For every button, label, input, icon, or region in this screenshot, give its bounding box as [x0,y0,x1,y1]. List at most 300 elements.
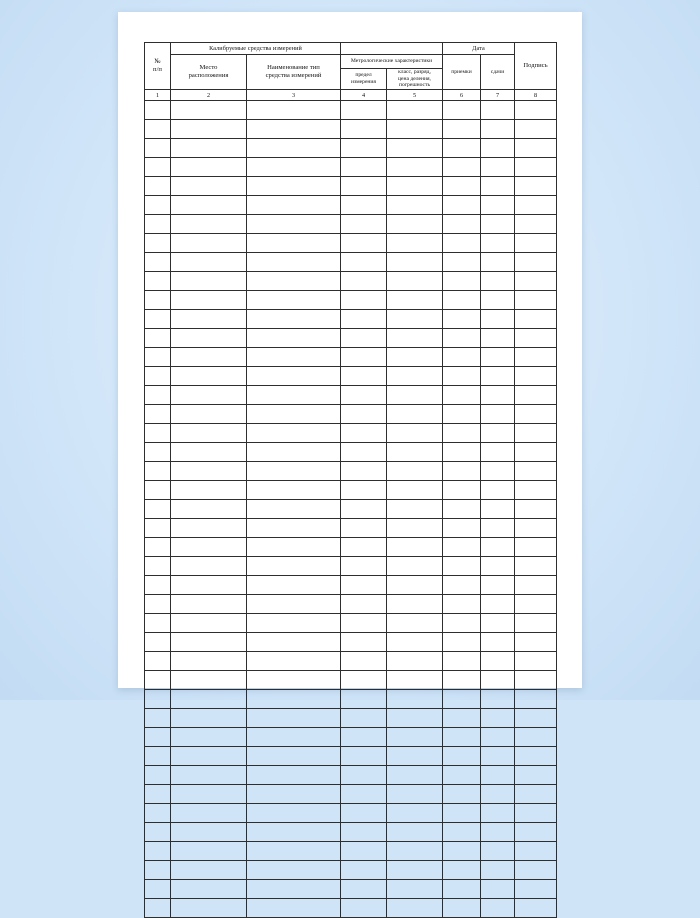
table-cell-empty [341,386,387,405]
table-cell-empty [247,766,341,785]
table-cell-empty [171,538,247,557]
table-cell-empty [145,823,171,842]
table-cell-empty [387,519,443,538]
table-cell-empty [145,500,171,519]
column-number-5: 5 [387,90,443,101]
header-place-line2: расположения [188,72,229,80]
header-name-line1: Наименование тип [267,63,320,71]
table-cell-empty [387,443,443,462]
table-row [145,424,557,443]
table-cell-empty [247,424,341,443]
table-cell-empty [387,272,443,291]
table-row [145,177,557,196]
table-cell-empty [387,177,443,196]
table-cell-empty [247,785,341,804]
table-cell-empty [443,405,481,424]
table-cell-empty [145,120,171,139]
table-cell-empty [341,481,387,500]
table-cell-empty [515,234,557,253]
table-row [145,234,557,253]
table-row [145,614,557,633]
table-cell-empty [341,861,387,880]
table-cell-empty [247,120,341,139]
table-cell-empty [515,481,557,500]
table-cell-empty [387,196,443,215]
table-cell-empty [145,690,171,709]
table-cell-empty [443,367,481,386]
table-cell-empty [515,253,557,272]
table-cell-empty [247,519,341,538]
table-cell-empty [145,196,171,215]
table-cell-empty [387,842,443,861]
table-row [145,709,557,728]
table-cell-empty [481,652,515,671]
table-cell-empty [387,557,443,576]
table-cell-empty [341,747,387,766]
header-cell-calibrated-group: Калибруемые средства измерений [171,43,341,55]
table-cell-empty [247,272,341,291]
table-cell-empty [341,671,387,690]
table-cell-empty [481,842,515,861]
table-cell-empty [341,500,387,519]
table-cell-empty [145,880,171,899]
table-cell-empty [515,120,557,139]
table-cell-empty [145,139,171,158]
column-number-3: 3 [247,90,341,101]
table-cell-empty [387,367,443,386]
table-cell-empty [481,367,515,386]
table-row [145,519,557,538]
table-cell-empty [515,291,557,310]
table-cell-empty [145,424,171,443]
table-cell-empty [481,291,515,310]
table-cell-empty [387,823,443,842]
table-row [145,823,557,842]
table-cell-empty [341,139,387,158]
table-cell-empty [515,785,557,804]
table-cell-empty [443,500,481,519]
header-metro-line3: погрешность [398,82,431,89]
table-cell-empty [481,728,515,747]
table-cell-empty [247,633,341,652]
table-cell-empty [481,139,515,158]
table-cell-empty [443,120,481,139]
table-row [145,747,557,766]
table-row [145,310,557,329]
table-cell-empty [341,291,387,310]
table-cell-empty [443,785,481,804]
table-row [145,861,557,880]
header-number-line1: № [154,57,161,65]
table-cell-empty [247,861,341,880]
table-cell-empty [481,766,515,785]
table-cell-empty [481,633,515,652]
table-cell-empty [171,576,247,595]
table-cell-empty [443,633,481,652]
table-cell-empty [515,880,557,899]
table-row [145,595,557,614]
header-cell-number [145,43,171,90]
table-cell-empty [171,443,247,462]
table-cell-empty [481,234,515,253]
table-cell-empty [443,614,481,633]
table-cell-empty [481,253,515,272]
table-cell-empty [515,519,557,538]
table-cell-empty [171,329,247,348]
table-cell-empty [341,557,387,576]
table-cell-empty [387,234,443,253]
table-cell-empty [145,462,171,481]
table-cell-empty [247,823,341,842]
table-cell-empty [515,690,557,709]
table-cell-empty [443,177,481,196]
table-cell-empty [145,443,171,462]
table-cell-empty [171,519,247,538]
table-cell-empty [387,139,443,158]
table-cell-empty [145,766,171,785]
table-cell-empty [387,462,443,481]
table-cell-empty [481,538,515,557]
table-cell-empty [247,234,341,253]
table-cell-empty [515,215,557,234]
table-cell-empty [443,519,481,538]
table-cell-empty [247,652,341,671]
table-cell-empty [247,215,341,234]
table-cell-empty [145,842,171,861]
table-cell-empty [515,101,557,120]
table-cell-empty [515,386,557,405]
table-cell-empty [247,595,341,614]
table-cell-empty [171,481,247,500]
table-cell-empty [387,310,443,329]
table-cell-empty [171,272,247,291]
table-cell-empty [145,481,171,500]
header-row-groups [145,43,557,55]
table-cell-empty [515,823,557,842]
table-cell-empty [341,158,387,177]
table-cell-empty [387,386,443,405]
table-row [145,633,557,652]
table-cell-empty [341,177,387,196]
table-cell-empty [443,215,481,234]
table-cell-empty [443,861,481,880]
table-cell-empty [387,804,443,823]
table-cell-empty [387,424,443,443]
table-cell-empty [247,690,341,709]
table-row [145,842,557,861]
table-cell-empty [481,272,515,291]
table-cell-empty [171,500,247,519]
header-limit-line2: измерения [351,79,376,86]
table-row [145,766,557,785]
table-cell-empty [515,709,557,728]
table-cell-empty [145,614,171,633]
table-cell-empty [481,709,515,728]
table-cell-empty [515,367,557,386]
table-cell-empty [443,234,481,253]
table-cell-empty [443,462,481,481]
table-cell-empty [247,101,341,120]
table-cell-empty [481,101,515,120]
table-cell-empty [341,633,387,652]
table-cell-empty [387,405,443,424]
table-cell-empty [481,177,515,196]
table-cell-empty [145,861,171,880]
table-cell-empty [247,804,341,823]
table-cell-empty [171,652,247,671]
table-cell-empty [387,899,443,918]
table-cell-empty [247,196,341,215]
table-cell-empty [247,386,341,405]
table-cell-empty [341,424,387,443]
table-cell-empty [145,804,171,823]
table-cell-empty [443,158,481,177]
header-cell-limit [341,69,387,90]
table-cell-empty [145,253,171,272]
table-cell-empty [247,481,341,500]
table-cell-empty [515,139,557,158]
header-cell-metrological-group [341,55,443,69]
header-limit-line1: предел [355,72,372,79]
table-row [145,443,557,462]
table-cell-empty [341,462,387,481]
table-cell-empty [247,500,341,519]
table-cell-empty [171,462,247,481]
table-cell-empty [341,348,387,367]
table-cell-empty [171,842,247,861]
table-cell-empty [443,386,481,405]
table-cell-empty [247,329,341,348]
header-cell-date-group: Дата [443,43,515,55]
table-cell-empty [443,899,481,918]
table-cell-empty [481,405,515,424]
table-cell-empty [341,367,387,386]
table-cell-empty [247,348,341,367]
table-row [145,120,557,139]
table-cell-empty [341,899,387,918]
header-cell-name [247,55,341,90]
table-cell-empty [387,291,443,310]
table-row [145,728,557,747]
table-cell-empty [443,823,481,842]
table-cell-empty [515,405,557,424]
table-row [145,196,557,215]
table-cell-empty [341,234,387,253]
table-cell-empty [481,671,515,690]
header-cell-spacer-metro [341,43,443,55]
table-cell-empty [171,728,247,747]
table-cell-empty [387,671,443,690]
table-cell-empty [247,728,341,747]
table-cell-empty [247,462,341,481]
table-cell-empty [387,652,443,671]
table-cell-empty [481,557,515,576]
table-cell-empty [443,595,481,614]
table-cell-empty [481,861,515,880]
table-cell-empty [481,595,515,614]
table-cell-empty [145,671,171,690]
table-cell-empty [443,538,481,557]
header-cell-place [171,55,247,90]
table-cell-empty [481,462,515,481]
table-cell-empty [387,633,443,652]
table-cell-empty [515,348,557,367]
header-cell-date-return: сдачи [481,55,515,90]
table-cell-empty [171,158,247,177]
table-cell-empty [145,272,171,291]
table-cell-empty [341,538,387,557]
table-cell-empty [145,234,171,253]
table-row [145,101,557,120]
table-cell-empty [341,614,387,633]
table-cell-empty [515,576,557,595]
table-cell-empty [387,785,443,804]
table-cell-empty [481,443,515,462]
table-row [145,652,557,671]
table-cell-empty [443,253,481,272]
table-cell-empty [145,215,171,234]
table-cell-empty [171,823,247,842]
table-cell-empty [247,538,341,557]
table-cell-empty [443,481,481,500]
column-number-8: 8 [515,90,557,101]
table-cell-empty [341,405,387,424]
table-cell-empty [247,367,341,386]
table-cell-empty [171,861,247,880]
table-cell-empty [145,538,171,557]
table-cell-empty [387,709,443,728]
table-cell-empty [247,747,341,766]
table-cell-empty [171,671,247,690]
table-cell-empty [247,709,341,728]
table-cell-empty [387,481,443,500]
table-cell-empty [481,500,515,519]
table-cell-empty [481,880,515,899]
table-row [145,785,557,804]
table-cell-empty [145,633,171,652]
table-cell-empty [145,728,171,747]
column-number-row [145,90,557,101]
table-cell-empty [481,481,515,500]
column-number-7: 7 [481,90,515,101]
header-cell-metro-details [387,69,443,90]
table-cell-empty [341,196,387,215]
header-cell-date-accept: приемки [443,55,481,90]
table-cell-empty [387,576,443,595]
table-cell-empty [247,557,341,576]
table-row [145,253,557,272]
table-body [145,101,557,918]
table-row [145,880,557,899]
table-cell-empty [341,690,387,709]
table-cell-empty [387,614,443,633]
table-cell-empty [515,272,557,291]
table-cell-empty [515,633,557,652]
table-cell-empty [145,348,171,367]
table-cell-empty [171,880,247,899]
table-cell-empty [481,158,515,177]
table-cell-empty [247,405,341,424]
table-cell-empty [247,671,341,690]
table-cell-empty [171,291,247,310]
table-cell-empty [515,671,557,690]
table-cell-empty [341,880,387,899]
table-cell-empty [341,576,387,595]
table-cell-empty [341,253,387,272]
table-row [145,272,557,291]
table-cell-empty [443,348,481,367]
table-cell-empty [171,177,247,196]
header-cell-signature: Подпись [515,43,557,90]
table-cell-empty [341,842,387,861]
table-cell-empty [443,766,481,785]
table-cell-empty [443,291,481,310]
table-row [145,215,557,234]
table-cell-empty [387,766,443,785]
table-cell-empty [387,690,443,709]
table-cell-empty [247,158,341,177]
table-cell-empty [341,120,387,139]
table-cell-empty [481,386,515,405]
table-row [145,899,557,918]
table-cell-empty [443,443,481,462]
table-cell-empty [145,595,171,614]
table-cell-empty [145,177,171,196]
column-number-6: 6 [443,90,481,101]
table-cell-empty [145,709,171,728]
table-cell-empty [341,443,387,462]
table-cell-empty [515,557,557,576]
table-row [145,329,557,348]
table-cell-empty [443,709,481,728]
table-cell-empty [515,652,557,671]
table-cell-empty [247,291,341,310]
table-cell-empty [443,329,481,348]
table-cell-empty [341,652,387,671]
table-cell-empty [387,348,443,367]
header-name-line2: средства измерений [265,72,322,80]
table-cell-empty [247,842,341,861]
table-cell-empty [515,747,557,766]
table-cell-empty [481,329,515,348]
table-cell-empty [145,899,171,918]
table-cell-empty [145,158,171,177]
table-cell-empty [171,614,247,633]
table-row [145,576,557,595]
table-cell-empty [247,576,341,595]
table-cell-empty [171,367,247,386]
table-cell-empty [145,329,171,348]
table-cell-empty [341,709,387,728]
table-cell-empty [443,424,481,443]
table-cell-empty [387,747,443,766]
table-row [145,291,557,310]
table-cell-empty [171,690,247,709]
header-metrological-label: Метрологические характеристики [350,58,433,65]
table-row [145,671,557,690]
table-cell-empty [515,538,557,557]
table-cell-empty [387,728,443,747]
table-cell-empty [443,557,481,576]
table-cell-empty [247,310,341,329]
table-row [145,405,557,424]
header-row-subgroups [145,55,557,69]
table-cell-empty [443,101,481,120]
table-cell-empty [145,101,171,120]
table-row [145,386,557,405]
table-cell-empty [515,766,557,785]
header-metro-line2: цена деления, [398,75,431,82]
